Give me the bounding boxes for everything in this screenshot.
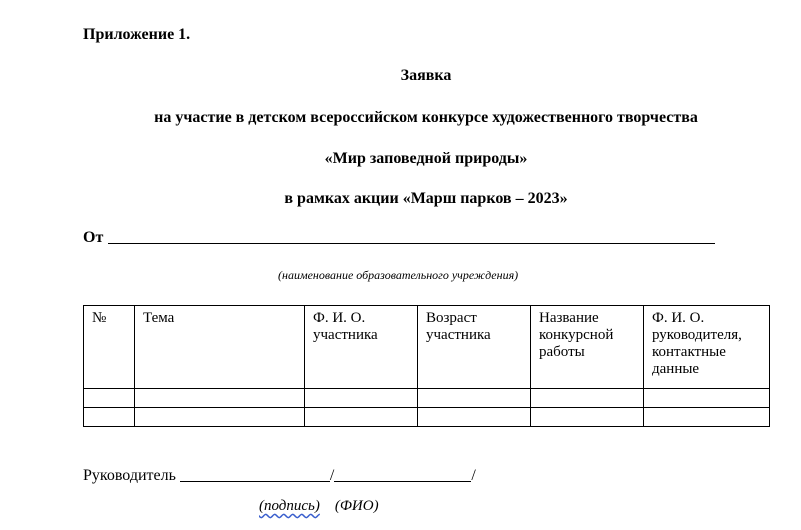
appendix-label: Приложение 1.	[83, 26, 191, 43]
supervisor-signature-row	[83, 465, 476, 485]
header-supervisor-contacts: Ф. И. О. руководителя, контактные данные	[644, 306, 770, 389]
name-blank-line[interactable]	[334, 465, 471, 482]
table-cell[interactable]	[531, 408, 644, 427]
campaign-name: в рамках акции «Марш парков – 2023»	[284, 190, 568, 207]
signature-captions	[259, 498, 379, 515]
table-cell[interactable]	[418, 389, 531, 408]
header-participant-age: Возраст участника	[418, 306, 531, 389]
signature-caption: (подпись)	[259, 498, 320, 514]
table-cell[interactable]	[305, 408, 418, 427]
table-cell[interactable]	[644, 408, 770, 427]
table-cell[interactable]	[305, 389, 418, 408]
institution-blank-line[interactable]	[108, 243, 715, 244]
table-cell[interactable]	[531, 389, 644, 408]
institution-caption: (наименование образовательного учреждения)	[278, 268, 519, 282]
table-row	[84, 389, 770, 408]
supervisor-label: Руководитель	[83, 467, 176, 484]
signature-blank-line[interactable]	[180, 465, 330, 482]
header-work-title: Название конкурсной работы	[531, 306, 644, 389]
signature-separator-end: /	[471, 467, 476, 484]
header-number: №	[84, 306, 135, 389]
table-cell[interactable]	[644, 389, 770, 408]
table-cell[interactable]	[418, 408, 531, 427]
contest-name: «Мир заповедной природы»	[324, 150, 528, 167]
table-row	[84, 408, 770, 427]
header-theme: Тема	[135, 306, 305, 389]
table-cell[interactable]	[135, 408, 305, 427]
name-caption: (ФИО)	[334, 498, 379, 514]
signature-separator: /	[329, 467, 335, 484]
application-subtitle: на участие в детском всероссийском конкурсе художественного творчества	[154, 109, 698, 126]
table-header-row	[84, 306, 770, 389]
table-cell[interactable]	[84, 389, 135, 408]
application-title: Заявка	[400, 67, 452, 84]
header-participant-name: Ф. И. О. участника	[305, 306, 418, 389]
table-cell[interactable]	[84, 408, 135, 427]
table-cell[interactable]	[135, 389, 305, 408]
from-label: От	[83, 229, 104, 246]
application-table	[83, 305, 770, 427]
